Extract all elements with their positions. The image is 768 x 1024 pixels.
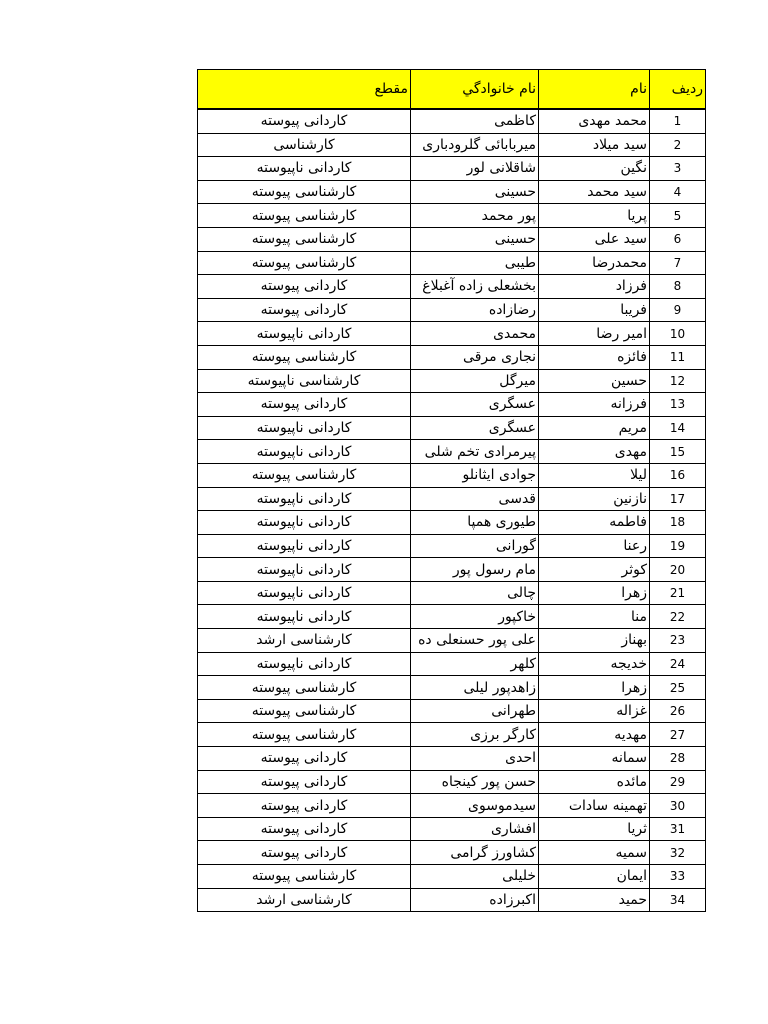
row-number-cell: 6 (650, 227, 706, 251)
name-cell: لیلا (539, 463, 650, 487)
name-cell: فرزاد (539, 275, 650, 299)
name-cell: منا (539, 605, 650, 629)
degree-cell: کارشناسی (198, 133, 411, 157)
name-cell: امیر رضا (539, 322, 650, 346)
family-name-cell: میربابائی گلرودباری (411, 133, 539, 157)
table-row (198, 888, 706, 912)
degree-cell: کاردانی ناپیوسته (198, 534, 411, 558)
degree-cell: کارشناسی ارشد (198, 888, 411, 912)
row-number-cell: 17 (650, 487, 706, 511)
table-row (198, 676, 706, 700)
name-cell: سمانه (539, 747, 650, 771)
family-name-cell: جوادی ایثانلو (411, 463, 539, 487)
degree-cell: کاردانی ناپیوسته (198, 157, 411, 181)
table-row (198, 605, 706, 629)
header-degree: مقطع (198, 70, 411, 110)
row-number-cell: 15 (650, 440, 706, 464)
header-family-name: نام خانوادگي (411, 70, 539, 110)
name-cell: محمد مهدی (539, 109, 650, 133)
degree-cell: کارشناسی پیوسته (198, 227, 411, 251)
table-row (198, 865, 706, 889)
family-name-cell: پیرمرادی تخم شلی (411, 440, 539, 464)
family-name-cell: کشاورز گرامی (411, 841, 539, 865)
table-row (198, 133, 706, 157)
name-cell: ایمان (539, 865, 650, 889)
family-name-cell: چالی (411, 581, 539, 605)
name-cell: فاطمه (539, 511, 650, 535)
table-row (198, 534, 706, 558)
family-name-cell: کارگر برزی (411, 723, 539, 747)
degree-cell: کاردانی ناپیوسته (198, 652, 411, 676)
name-cell: رعنا (539, 534, 650, 558)
degree-cell: کارشناسی پیوسته (198, 723, 411, 747)
table-row (198, 393, 706, 417)
degree-cell: کاردانی پیوسته (198, 747, 411, 771)
degree-cell: کارشناسی پیوسته (198, 204, 411, 228)
table-row (198, 770, 706, 794)
row-number-cell: 29 (650, 770, 706, 794)
table-row (198, 109, 706, 133)
name-cell: فائزه (539, 345, 650, 369)
row-number-cell: 34 (650, 888, 706, 912)
degree-cell: کاردانی ناپیوسته (198, 605, 411, 629)
name-cell: سید میلاد (539, 133, 650, 157)
degree-cell: کارشناسی پیوسته (198, 463, 411, 487)
row-number-cell: 12 (650, 369, 706, 393)
row-number-cell: 16 (650, 463, 706, 487)
row-number-cell: 33 (650, 865, 706, 889)
family-name-cell: خاکپور (411, 605, 539, 629)
family-name-cell: گورانی (411, 534, 539, 558)
name-cell: فریبا (539, 298, 650, 322)
row-number-cell: 5 (650, 204, 706, 228)
row-number-cell: 18 (650, 511, 706, 535)
name-cell: نازنین (539, 487, 650, 511)
family-name-cell: کلهر (411, 652, 539, 676)
name-cell: سید علی (539, 227, 650, 251)
row-number-cell: 1 (650, 109, 706, 133)
table-row (198, 369, 706, 393)
family-name-cell: شاقلانی لور (411, 157, 539, 181)
header-row-number: ردیف (650, 70, 706, 110)
table-row (198, 275, 706, 299)
degree-cell: کاردانی پیوسته (198, 298, 411, 322)
degree-cell: کارشناسی پیوسته (198, 865, 411, 889)
row-number-cell: 26 (650, 699, 706, 723)
family-name-cell: زاهدپور لیلی (411, 676, 539, 700)
degree-cell: کاردانی پیوسته (198, 817, 411, 841)
table-row (198, 227, 706, 251)
degree-cell: کاردانی ناپیوسته (198, 581, 411, 605)
table-body (198, 109, 706, 912)
table-row (198, 157, 706, 181)
degree-cell: کاردانی ناپیوسته (198, 487, 411, 511)
table-row (198, 723, 706, 747)
row-number-cell: 3 (650, 157, 706, 181)
name-cell: زهرا (539, 676, 650, 700)
name-cell: مهدی (539, 440, 650, 464)
name-cell: ثریا (539, 817, 650, 841)
table-row (198, 463, 706, 487)
row-number-cell: 8 (650, 275, 706, 299)
table-row (198, 322, 706, 346)
name-cell: فرزانه (539, 393, 650, 417)
family-name-cell: مام رسول پور (411, 558, 539, 582)
family-name-cell: قدسی (411, 487, 539, 511)
row-number-cell: 25 (650, 676, 706, 700)
name-cell: بهناز (539, 629, 650, 653)
degree-cell: کاردانی پیوسته (198, 393, 411, 417)
family-name-cell: طیبی (411, 251, 539, 275)
name-cell: محمدرضا (539, 251, 650, 275)
family-name-cell: عسگری (411, 416, 539, 440)
degree-cell: کاردانی ناپیوسته (198, 440, 411, 464)
table-row (198, 558, 706, 582)
family-name-cell: کاظمی (411, 109, 539, 133)
degree-cell: کاردانی ناپیوسته (198, 558, 411, 582)
row-number-cell: 20 (650, 558, 706, 582)
family-name-cell: علی پور حسنعلی ده (411, 629, 539, 653)
name-cell: سمیه (539, 841, 650, 865)
name-cell: خدیجه (539, 652, 650, 676)
family-name-cell: رضازاده (411, 298, 539, 322)
name-cell: غزاله (539, 699, 650, 723)
table-row (198, 487, 706, 511)
degree-cell: کارشناسی پیوسته (198, 345, 411, 369)
degree-cell: کارشناسی پیوسته (198, 251, 411, 275)
table-row (198, 841, 706, 865)
table-row (198, 581, 706, 605)
row-number-cell: 9 (650, 298, 706, 322)
row-number-cell: 23 (650, 629, 706, 653)
name-cell: مهدیه (539, 723, 650, 747)
degree-cell: کارشناسی پیوسته (198, 180, 411, 204)
row-number-cell: 4 (650, 180, 706, 204)
row-number-cell: 2 (650, 133, 706, 157)
table-row (198, 180, 706, 204)
table-row (198, 747, 706, 771)
row-number-cell: 13 (650, 393, 706, 417)
name-cell: تهمینه سادات (539, 794, 650, 818)
family-name-cell: افشاری (411, 817, 539, 841)
family-name-cell: نجاری مرقی (411, 345, 539, 369)
family-name-cell: اکبرزاده (411, 888, 539, 912)
family-name-cell: محمدی (411, 322, 539, 346)
family-name-cell: خلیلی (411, 865, 539, 889)
degree-cell: کاردانی پیوسته (198, 841, 411, 865)
table-row (198, 794, 706, 818)
family-name-cell: حسن پور کینجاه (411, 770, 539, 794)
name-cell: کوثر (539, 558, 650, 582)
table-row (198, 511, 706, 535)
degree-cell: کاردانی پیوسته (198, 109, 411, 133)
degree-cell: کارشناسی ارشد (198, 629, 411, 653)
degree-cell: کاردانی پیوسته (198, 275, 411, 299)
degree-cell: کاردانی ناپیوسته (198, 322, 411, 346)
table-row (198, 204, 706, 228)
name-cell: نگین (539, 157, 650, 181)
family-name-cell: احدی (411, 747, 539, 771)
row-number-cell: 14 (650, 416, 706, 440)
table-row (198, 251, 706, 275)
row-number-cell: 24 (650, 652, 706, 676)
row-number-cell: 11 (650, 345, 706, 369)
degree-cell: کاردانی پیوسته (198, 794, 411, 818)
degree-cell: کاردانی ناپیوسته (198, 511, 411, 535)
row-number-cell: 19 (650, 534, 706, 558)
row-number-cell: 30 (650, 794, 706, 818)
row-number-cell: 7 (650, 251, 706, 275)
row-number-cell: 22 (650, 605, 706, 629)
family-name-cell: طیوری همپا (411, 511, 539, 535)
table-row (198, 652, 706, 676)
name-cell: حسین (539, 369, 650, 393)
student-table (197, 69, 706, 912)
table-row (198, 699, 706, 723)
name-cell: حمید (539, 888, 650, 912)
family-name-cell: حسینی (411, 227, 539, 251)
table-row (198, 416, 706, 440)
header-row (198, 70, 706, 110)
degree-cell: کاردانی ناپیوسته (198, 416, 411, 440)
name-cell: مائده (539, 770, 650, 794)
name-cell: سید محمد (539, 180, 650, 204)
degree-cell: کارشناسی ناپیوسته (198, 369, 411, 393)
name-cell: زهرا (539, 581, 650, 605)
name-cell: مریم (539, 416, 650, 440)
family-name-cell: بخشعلی زاده آغبلاغ (411, 275, 539, 299)
header-name: نام (539, 70, 650, 110)
table-row (198, 440, 706, 464)
degree-cell: کاردانی پیوسته (198, 770, 411, 794)
family-name-cell: پور محمد (411, 204, 539, 228)
family-name-cell: طهرانی (411, 699, 539, 723)
name-cell: پریا (539, 204, 650, 228)
spreadsheet (197, 69, 705, 912)
family-name-cell: میرگل (411, 369, 539, 393)
row-number-cell: 27 (650, 723, 706, 747)
table-row (198, 629, 706, 653)
row-number-cell: 28 (650, 747, 706, 771)
family-name-cell: حسینی (411, 180, 539, 204)
family-name-cell: عسگری (411, 393, 539, 417)
table-row (198, 345, 706, 369)
row-number-cell: 32 (650, 841, 706, 865)
degree-cell: کارشناسی پیوسته (198, 676, 411, 700)
family-name-cell: سیدموسوی (411, 794, 539, 818)
row-number-cell: 21 (650, 581, 706, 605)
table-row (198, 817, 706, 841)
row-number-cell: 10 (650, 322, 706, 346)
row-number-cell: 31 (650, 817, 706, 841)
table-row (198, 298, 706, 322)
degree-cell: کارشناسی پیوسته (198, 699, 411, 723)
